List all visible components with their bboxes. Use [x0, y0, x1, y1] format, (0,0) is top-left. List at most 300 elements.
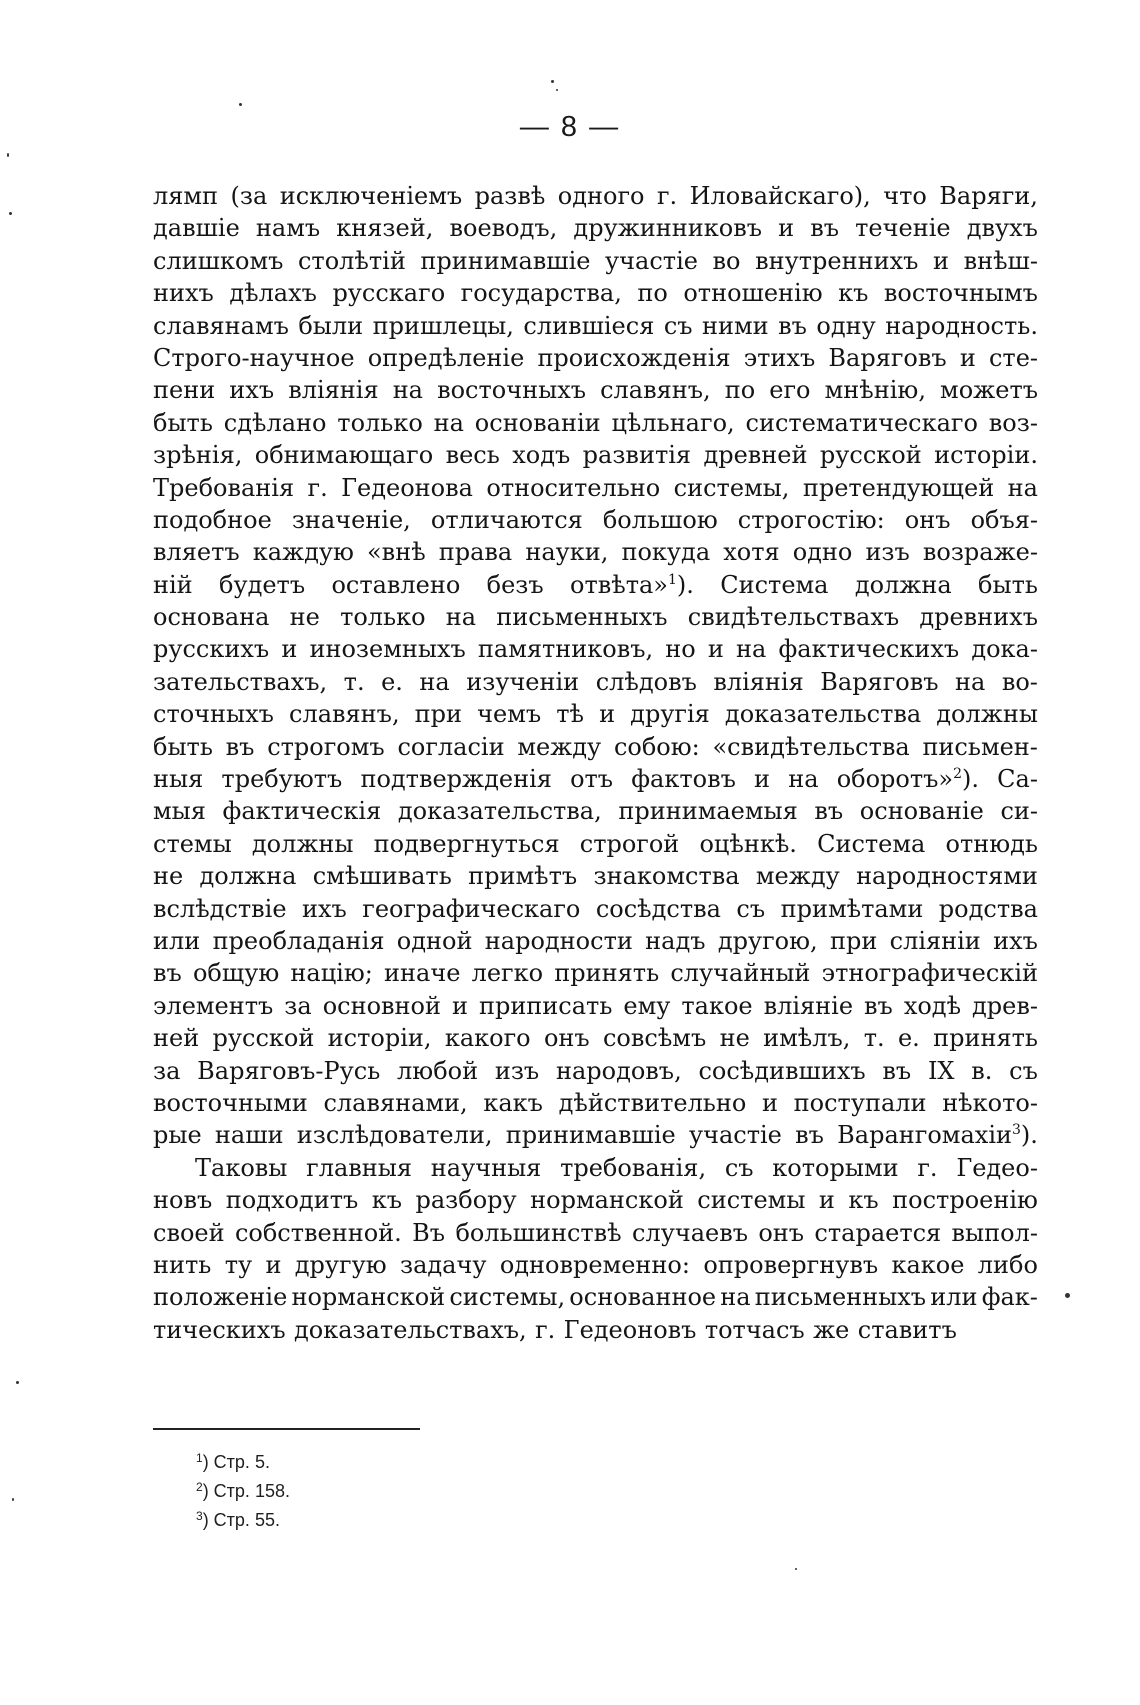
- footnote: [196, 1477, 290, 1506]
- word: которыми: [772, 1153, 899, 1182]
- word: систематическаго: [745, 408, 978, 437]
- word: должна: [199, 862, 297, 891]
- footnote-text: ) Стр. 158.: [202, 1481, 290, 1501]
- word: «свидѣтельства: [712, 732, 910, 761]
- word: одной: [396, 926, 473, 955]
- word: при: [414, 700, 463, 729]
- word: націю;: [290, 959, 373, 988]
- word: развитія: [582, 441, 692, 470]
- word: надъ: [645, 926, 706, 955]
- word: основанное: [569, 1283, 717, 1312]
- word: не: [153, 862, 184, 891]
- word: г.: [307, 473, 328, 502]
- word: свидѣтельствахъ: [687, 603, 900, 632]
- text-line: [153, 925, 1038, 957]
- word: покуда: [621, 538, 711, 567]
- word: вліянія: [713, 667, 804, 696]
- word: основана: [153, 603, 270, 632]
- word: съ: [1009, 1056, 1038, 1085]
- word: принять: [933, 1024, 1038, 1053]
- word: исторіи.: [934, 441, 1038, 470]
- word: внутреннихъ: [755, 246, 919, 275]
- word: оцѣнкѣ.: [699, 829, 797, 858]
- word: восточными: [153, 1088, 308, 1117]
- word: должна: [854, 570, 952, 599]
- word: можетъ: [940, 376, 1038, 405]
- word: тѣ: [556, 700, 584, 729]
- word: сліяніи: [889, 926, 981, 955]
- word: быть: [153, 408, 213, 437]
- word: вляетъ: [153, 538, 240, 567]
- scan-speck: [7, 153, 9, 157]
- word: древ-: [972, 991, 1038, 1020]
- word: общую: [192, 959, 280, 988]
- word: будетъ: [219, 570, 306, 599]
- word: случаевъ: [632, 1218, 748, 1247]
- word: фактическихъ: [778, 635, 960, 664]
- word: норманской: [291, 1283, 446, 1312]
- word: къ: [838, 279, 869, 308]
- word: (за: [230, 182, 268, 210]
- word: вліянія: [288, 376, 379, 405]
- word: въ: [864, 991, 893, 1020]
- word: главныя: [306, 1153, 413, 1182]
- word: исторіи,: [327, 1024, 432, 1053]
- word: этихъ: [743, 343, 816, 372]
- word: нѣкото-: [942, 1088, 1038, 1117]
- word: воеводъ,: [449, 214, 558, 243]
- word: восточнымъ: [883, 279, 1038, 308]
- word: же: [813, 1315, 850, 1344]
- text-line: [153, 957, 1038, 989]
- word: т.: [343, 667, 365, 696]
- scan-speck: [12, 1498, 14, 1501]
- text-line: [153, 893, 1038, 925]
- word: собою:: [613, 732, 700, 761]
- word: быть: [153, 732, 213, 761]
- word: развѣ: [474, 182, 546, 210]
- word: согласіи: [397, 732, 505, 761]
- word: на: [433, 408, 464, 437]
- word: Варяговъ: [828, 343, 947, 372]
- word: памятниковъ,: [477, 635, 654, 664]
- word: права: [438, 538, 513, 567]
- scan-speck: [1065, 1293, 1070, 1298]
- word: слившіеся: [523, 311, 655, 340]
- word: строгой: [579, 829, 680, 858]
- word: одного: [557, 182, 645, 210]
- word: е.: [897, 1024, 920, 1053]
- word: князей,: [336, 214, 434, 243]
- word: ставитъ: [857, 1315, 957, 1344]
- word: ихъ: [302, 894, 347, 923]
- word: были: [298, 311, 364, 340]
- word: Таковы: [195, 1153, 288, 1182]
- word: къ: [848, 1186, 879, 1215]
- word: ходѣ: [903, 991, 962, 1020]
- word: ходъ: [512, 441, 571, 470]
- text-line: [153, 1314, 1038, 1346]
- word: ныя: [153, 765, 204, 794]
- word: вслѣдствіе: [153, 894, 287, 923]
- word: Гедеонова: [341, 473, 473, 502]
- word: съ: [736, 894, 766, 923]
- word: съ: [724, 1153, 754, 1182]
- text-line: [153, 1152, 1038, 1184]
- word: на: [720, 1283, 751, 1312]
- word: Гедео-: [956, 1153, 1038, 1182]
- word: изслѣдователи,: [296, 1121, 493, 1150]
- word: исключеніемъ: [279, 182, 463, 210]
- word: поступали: [793, 1088, 927, 1117]
- word: новъ: [153, 1186, 213, 1215]
- word: изъ: [865, 538, 910, 567]
- word: науки,: [525, 538, 609, 567]
- word: русской: [212, 1024, 315, 1053]
- word: подтвержденія: [360, 765, 552, 794]
- text-line: [153, 633, 1038, 665]
- word: требуютъ: [221, 765, 343, 794]
- word: на: [788, 765, 819, 794]
- footnote-mark: 3: [1012, 1122, 1021, 1139]
- word: двухъ: [966, 214, 1038, 243]
- word: что: [883, 182, 927, 210]
- footnote-number: 1: [196, 1451, 203, 1465]
- word: письменныхъ: [496, 603, 668, 632]
- word: принять: [554, 959, 660, 988]
- word: относительно: [486, 473, 661, 502]
- word: въ: [225, 732, 255, 761]
- text-line: [153, 310, 1038, 342]
- word: и: [754, 765, 771, 794]
- text-line: [153, 212, 1038, 244]
- text-line: [153, 374, 1038, 406]
- word: принимаемыя: [618, 797, 798, 826]
- word: задачу: [399, 1250, 487, 1279]
- word: письмен-: [922, 732, 1038, 761]
- word: участіе: [605, 246, 698, 275]
- word: русскихъ: [153, 635, 270, 664]
- text-line: [153, 1119, 1038, 1151]
- word: славянамъ: [153, 311, 289, 340]
- word: въ: [795, 1121, 824, 1150]
- word: подобное: [153, 505, 272, 534]
- word: или: [930, 1283, 978, 1312]
- word: не: [719, 1024, 750, 1053]
- word: отвѣта»$^1$).: [570, 570, 694, 599]
- word: Въ: [412, 1218, 446, 1247]
- word: большинствѣ: [455, 1218, 622, 1247]
- word: сдѣлано: [223, 408, 327, 437]
- word: въ: [153, 959, 182, 988]
- footnotes: [196, 1448, 290, 1535]
- word: въ: [882, 1056, 912, 1085]
- word: за: [284, 991, 312, 1020]
- word: принимавшіе: [505, 1121, 676, 1150]
- word: ему: [623, 991, 671, 1020]
- text-line: [153, 504, 1038, 536]
- word: народовъ,: [555, 1056, 682, 1085]
- word: Варяги,: [939, 182, 1038, 210]
- word: на: [736, 635, 767, 664]
- word: теченіе: [855, 214, 951, 243]
- word: основаніе: [859, 797, 984, 826]
- word: основаніи: [474, 408, 601, 437]
- word: Гедеоновъ: [563, 1315, 697, 1344]
- word: рые: [153, 1121, 202, 1150]
- word: изученіи: [466, 667, 580, 696]
- word: столѣтій: [297, 246, 406, 275]
- word: дока-: [971, 635, 1038, 664]
- word: и: [778, 214, 795, 243]
- word: воз-: [988, 408, 1038, 437]
- word: сте-: [988, 343, 1038, 372]
- word: этнографическій: [821, 959, 1038, 988]
- word: строгомъ: [267, 732, 385, 761]
- word: IX: [927, 1056, 955, 1085]
- word: т.: [863, 1024, 885, 1053]
- word: и: [281, 635, 298, 664]
- text-line: [153, 731, 1038, 763]
- word: системы,: [673, 473, 790, 502]
- word: какое: [891, 1250, 965, 1279]
- word: норманской: [530, 1186, 684, 1215]
- text-line: [153, 472, 1038, 504]
- word: любой: [397, 1056, 479, 1085]
- word: на: [445, 603, 477, 632]
- word: въ: [810, 214, 840, 243]
- word: Варангомахіи$^3$).: [837, 1121, 1038, 1150]
- word: давшіе: [153, 214, 240, 243]
- word: весь: [445, 441, 500, 470]
- word: дѣйствительно: [558, 1088, 747, 1117]
- word: дѣлахъ: [229, 279, 317, 308]
- word: отношенію: [683, 279, 823, 308]
- word: отнюдь: [945, 829, 1038, 858]
- word: элементъ: [153, 991, 274, 1020]
- word: системы: [697, 1186, 806, 1215]
- word: древней: [703, 441, 808, 470]
- word: приписать: [478, 991, 613, 1020]
- word: хотя: [723, 538, 780, 567]
- word: мнѣнію,: [824, 376, 926, 405]
- word: только: [337, 408, 423, 437]
- word: ихъ: [993, 926, 1038, 955]
- word: легко: [471, 959, 544, 988]
- footnote-mark: 2: [953, 766, 962, 783]
- word: Иловайскаго),: [689, 182, 871, 210]
- word: народностями: [856, 862, 1038, 891]
- footnote-mark: 1: [667, 571, 677, 588]
- text-line: [153, 536, 1038, 568]
- word: восточныхъ: [437, 376, 586, 405]
- word: по: [724, 376, 756, 405]
- word: выпол-: [951, 1218, 1038, 1247]
- word: г.: [535, 1315, 556, 1344]
- word: и: [707, 635, 724, 664]
- word: Са-: [997, 765, 1038, 794]
- word: ту: [224, 1250, 253, 1279]
- word: в.: [971, 1056, 993, 1085]
- word: по: [637, 279, 668, 308]
- word: при: [829, 926, 878, 955]
- word: мыя: [153, 797, 206, 826]
- word: собственной.: [234, 1218, 402, 1247]
- text-line: [153, 1281, 1038, 1313]
- word: фактовъ: [631, 765, 736, 794]
- word: одно: [792, 538, 853, 567]
- word: русскаго: [332, 279, 446, 308]
- scan-speck: [556, 89, 558, 91]
- word: тотчасъ: [704, 1315, 805, 1344]
- word: фак-: [981, 1283, 1038, 1312]
- word: чемъ: [477, 700, 542, 729]
- word: зательствахъ,: [153, 667, 328, 696]
- text-line: [153, 277, 1038, 309]
- word: фактическія: [222, 797, 382, 826]
- word: славянъ,: [289, 700, 400, 729]
- word: цѣльнаго,: [611, 408, 735, 437]
- word: претендующей: [802, 473, 995, 502]
- scan-speck: [9, 212, 12, 215]
- text-line: [153, 180, 1038, 212]
- word: къ: [371, 1186, 403, 1215]
- word: случайный: [670, 959, 811, 988]
- word: си-: [1000, 797, 1038, 826]
- word: славянъ,: [600, 376, 711, 405]
- scan-speck: [551, 80, 554, 83]
- word: принимавшіе: [420, 246, 591, 275]
- word: опровергнувъ: [703, 1250, 879, 1279]
- word: иначе: [384, 959, 461, 988]
- word: построенію: [892, 1186, 1038, 1215]
- word: доказательства,: [397, 797, 602, 826]
- word: пришлецы,: [372, 311, 514, 340]
- word: подвергнуться: [373, 829, 560, 858]
- word: смѣшивать: [312, 862, 452, 891]
- word: объя-: [970, 505, 1038, 534]
- word: письменныхъ: [754, 1283, 927, 1312]
- word: строгостію:: [737, 505, 885, 534]
- word: другую: [294, 1250, 387, 1279]
- word: съ: [663, 311, 693, 340]
- word: другія: [630, 700, 710, 729]
- word: примѣтами: [780, 894, 924, 923]
- word: сосѣдства: [595, 894, 721, 923]
- word: должны: [936, 700, 1038, 729]
- text-line: [153, 990, 1038, 1022]
- word: возраже-: [922, 538, 1038, 567]
- word: быть: [978, 570, 1038, 599]
- word: отличаются: [430, 505, 583, 534]
- word: е.: [381, 667, 403, 696]
- word: значеніе,: [291, 505, 411, 534]
- word: стемы: [153, 829, 232, 858]
- word: зрѣнія,: [153, 441, 243, 470]
- word: не: [289, 603, 320, 632]
- word: обнимающаго: [254, 441, 434, 470]
- word: ихъ: [229, 376, 275, 405]
- word: Система: [817, 829, 926, 858]
- text-line: [153, 828, 1038, 860]
- word: онъ: [543, 1024, 590, 1053]
- scan-speck: [239, 103, 242, 106]
- text-line: [153, 795, 1038, 827]
- word: въ: [778, 311, 807, 340]
- word: его: [769, 376, 811, 405]
- word: онъ: [758, 1218, 805, 1247]
- footnote-number: 3: [196, 1509, 203, 1523]
- text-line: [153, 666, 1038, 698]
- footnote: [196, 1506, 290, 1535]
- word: намъ: [255, 214, 321, 243]
- text-line: [153, 698, 1038, 730]
- word: оставлено: [331, 570, 461, 599]
- word: но: [665, 635, 696, 664]
- word: Варяговъ: [820, 667, 939, 696]
- scan-speck: [795, 1568, 797, 1570]
- word: либо: [977, 1250, 1038, 1279]
- word: между: [517, 732, 602, 761]
- word: системы,: [449, 1283, 566, 1312]
- word: научныя: [430, 1153, 542, 1182]
- word: онъ: [904, 505, 951, 534]
- text-line: [153, 342, 1038, 374]
- word: на: [392, 376, 423, 405]
- word: основной: [322, 991, 441, 1020]
- word: какого: [444, 1024, 531, 1053]
- word: и: [818, 1186, 835, 1215]
- word: на: [419, 667, 450, 696]
- text-line: [153, 439, 1038, 471]
- word: Строго-научное: [153, 343, 355, 372]
- word: имѣлъ,: [763, 1024, 851, 1053]
- footnote-text: ) Стр. 5.: [202, 1452, 270, 1472]
- word: пени: [153, 376, 216, 405]
- word: оборотъ»$^2$).: [836, 765, 979, 794]
- scan-speck: [16, 1381, 19, 1384]
- word: опредѣленіе: [367, 343, 525, 372]
- word: должны: [251, 829, 354, 858]
- word: преобладанія: [212, 926, 385, 955]
- text-line: [153, 569, 1038, 601]
- word: безъ: [486, 570, 544, 599]
- word: Варяговъ-Русь: [197, 1056, 381, 1085]
- word: нить: [153, 1250, 212, 1279]
- word: требованія,: [560, 1153, 707, 1182]
- word: въ: [814, 797, 844, 826]
- word: нихъ: [153, 279, 214, 308]
- word: одновременно:: [499, 1250, 690, 1279]
- word: народность.: [885, 311, 1038, 340]
- text-line: [153, 1055, 1038, 1087]
- word: иноземныхъ: [309, 635, 466, 664]
- word: и: [932, 246, 949, 275]
- word: и: [599, 700, 616, 729]
- word: слишкомъ: [153, 246, 284, 275]
- word: подходитъ: [225, 1186, 359, 1215]
- word: такое: [681, 991, 753, 1020]
- footnote-rule: [153, 1428, 420, 1430]
- word: своей: [153, 1218, 225, 1247]
- word: г.: [656, 182, 678, 210]
- word: другою,: [717, 926, 818, 955]
- word: старается: [814, 1218, 942, 1247]
- word: лямп: [153, 182, 219, 210]
- word: и: [451, 991, 468, 1020]
- word: русской: [819, 441, 922, 470]
- word: и: [959, 343, 976, 372]
